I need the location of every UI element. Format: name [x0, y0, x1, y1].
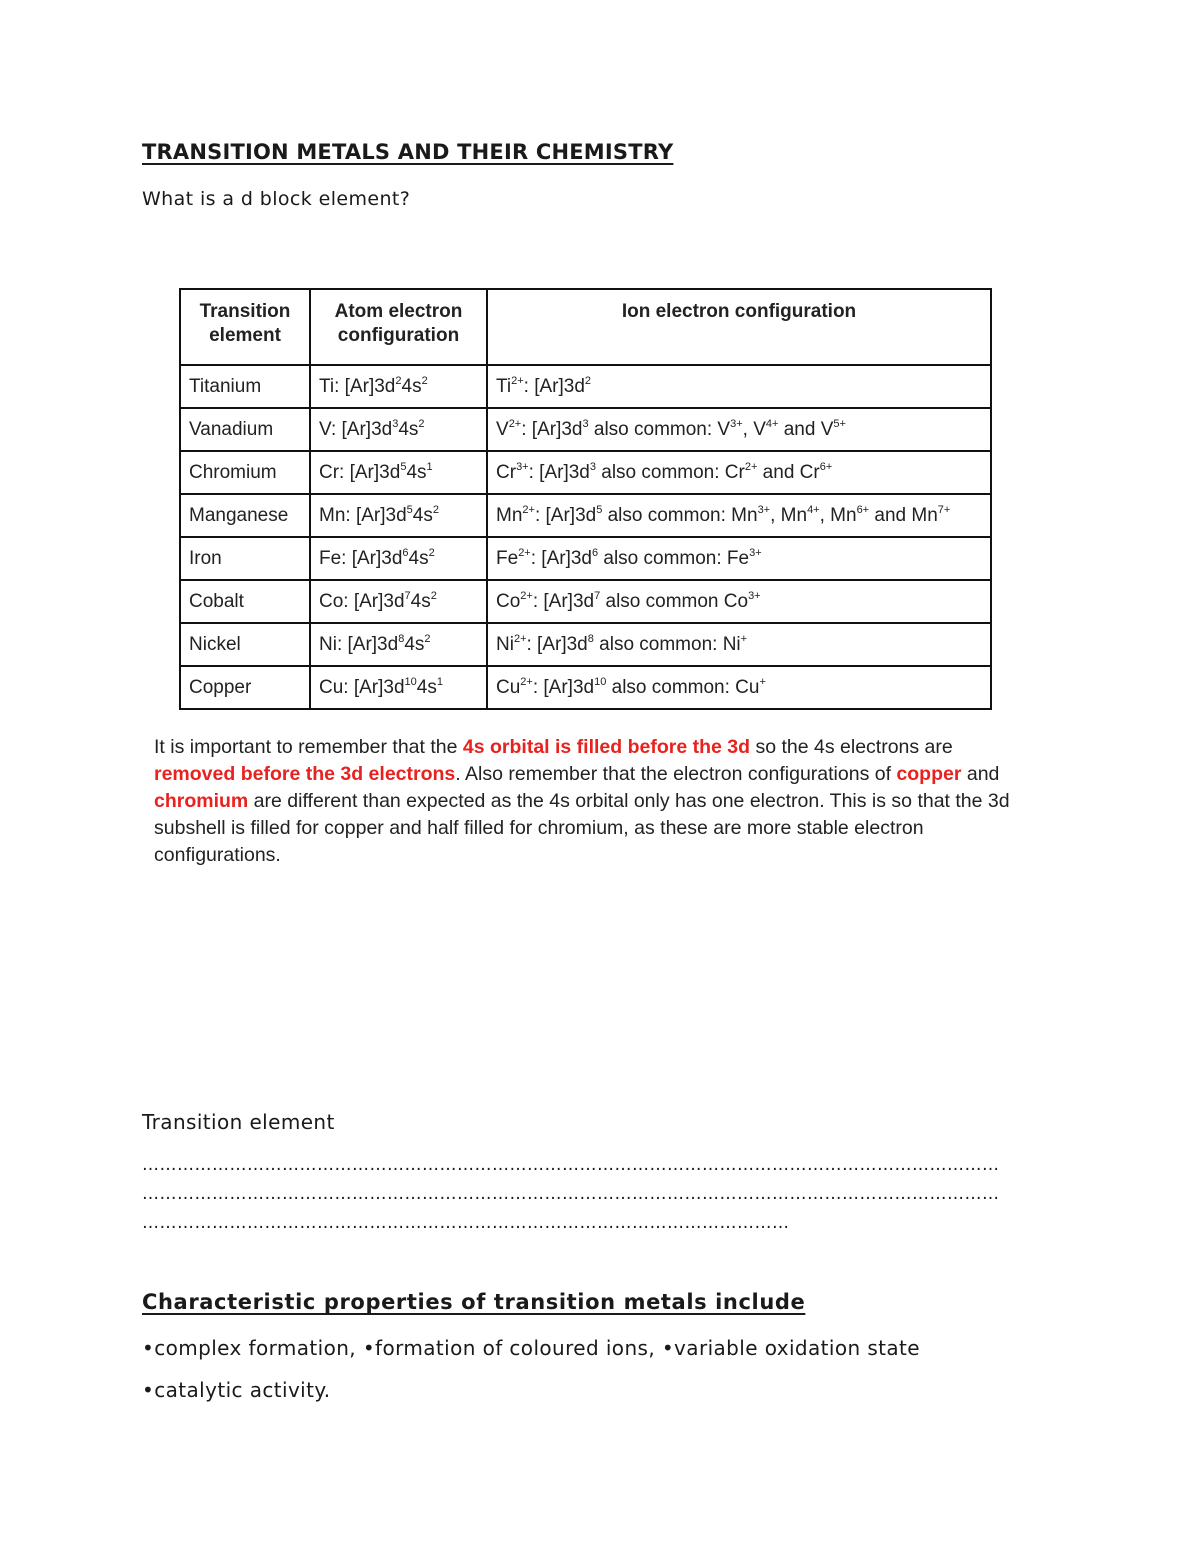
table-row [180, 451, 991, 494]
note-highlight: copper [896, 763, 962, 785]
element-cell: Copper [180, 666, 310, 709]
table-row [180, 580, 991, 623]
ion-config-cell: $V^{2+}$: $[Ar]3d^3$ also common: $V^{3+}$, $V^{4+}$ and $V^{5+}$ [487, 408, 991, 451]
answer-dotted-line: ………………………………………………………………………………………………………………………………… [142, 1184, 1000, 1204]
electron-configuration-table [179, 288, 992, 710]
note-highlight: removed before the 3d electrons [154, 763, 456, 785]
table-row [180, 537, 991, 580]
table-row [180, 494, 991, 537]
note-text: and [961, 763, 1000, 785]
table-row [180, 365, 991, 408]
note-highlight: chromium [154, 790, 249, 812]
table-row [180, 408, 991, 451]
ion-config-cell: $Cu^{2+}$: $[Ar]3d^{10}$ also common: Cu+ [487, 666, 991, 709]
table-row [180, 666, 991, 709]
atom-config-cell: Mn: $[Ar]3d^54s^2$ [310, 494, 487, 537]
ion-config-cell: $Mn^{2+}$: $[Ar]3d^5$ also common: $Mn^{3+}$, $Mn^{4+}$, $Mn^{6+}$ and $Mn^{7+}$ [487, 494, 991, 537]
header-line: Transition [199, 301, 291, 322]
ion-config-cell: $Fe^{2+}$: $[Ar]3d^6$ also common: $Fe^{3+}$ [487, 537, 991, 580]
element-cell: Iron [180, 537, 310, 580]
atom-config-cell: Ti: $[Ar]3d^24s^2$ [310, 365, 487, 408]
ion-config-cell: $Ni^{2+}$: $[Ar]3d^8$ also common: Ni+ [487, 623, 991, 666]
note-text: are different than expected as the 4s orbital only has one electron. This is so that the 3d subshell is filled for copper and half filled for chromium, as these are more stable electron configurations. [154, 790, 1010, 866]
element-cell: Chromium [180, 451, 310, 494]
note-highlight: 4s orbital is filled before the 3d [462, 736, 751, 758]
header-line: element [209, 325, 281, 346]
transition-element-label: Transition element [142, 1110, 335, 1134]
element-cell: Cobalt [180, 580, 310, 623]
element-cell: Vanadium [180, 408, 310, 451]
orbital-note [154, 734, 1024, 869]
ion-config-cell: $Cr^{3+}$: $[Ar]3d^3$ also common: $Cr^{2+}$ and $Cr^{6+}$ [487, 451, 991, 494]
question-text: What is a d block element? [142, 188, 411, 210]
element-cell: Manganese [180, 494, 310, 537]
header-line: Ion electron configuration [621, 301, 857, 322]
atom-config-cell: Fe: $[Ar]3d^64s^2$ [310, 537, 487, 580]
properties-bullet-line: •complex formation, •formation of coloured ions, •variable oxidation state [142, 1336, 920, 1360]
note-text: It is important to remember that the [154, 736, 463, 758]
atom-config-cell: Ni: $[Ar]3d^84s^2$ [310, 623, 487, 666]
header-atom-configuration [310, 289, 487, 365]
atom-config-cell: Cu: $[Ar]3d^{10}4s^1$ [310, 666, 487, 709]
header-ion-configuration [487, 289, 991, 365]
note-text: so the 4s electrons are [750, 736, 953, 758]
note-text: . Also remember that the electron configurations of [455, 763, 897, 785]
ion-config-cell: $Ti^{2+}$: $[Ar]3d^2$ [487, 365, 991, 408]
properties-heading: Characteristic properties of transition metals include [142, 1290, 806, 1314]
header-transition-element [180, 289, 310, 365]
table-header-row [180, 289, 991, 365]
element-cell: Nickel [180, 623, 310, 666]
atom-config-cell: V: $[Ar]3d^34s^2$ [310, 408, 487, 451]
answer-dotted-line: ………………………………………………………………………………………………………………………………… [142, 1155, 1000, 1175]
properties-bullet-line: •catalytic activity. [142, 1378, 331, 1402]
ion-config-cell: $Co^{2+}$: $[Ar]3d^7$ also common $Co^{3+}$ [487, 580, 991, 623]
header-line: Atom electron [334, 301, 463, 322]
atom-config-cell: Cr: $[Ar]3d^54s^1$ [310, 451, 487, 494]
atom-config-cell: Co: $[Ar]3d^74s^2$ [310, 580, 487, 623]
answer-dotted-line: ………………………………………………………………………………………………… [142, 1213, 790, 1233]
header-line: configuration [337, 325, 460, 346]
element-cell: Titanium [180, 365, 310, 408]
page-title: TRANSITION METALS AND THEIR CHEMISTRY [142, 140, 674, 164]
table-row [180, 623, 991, 666]
